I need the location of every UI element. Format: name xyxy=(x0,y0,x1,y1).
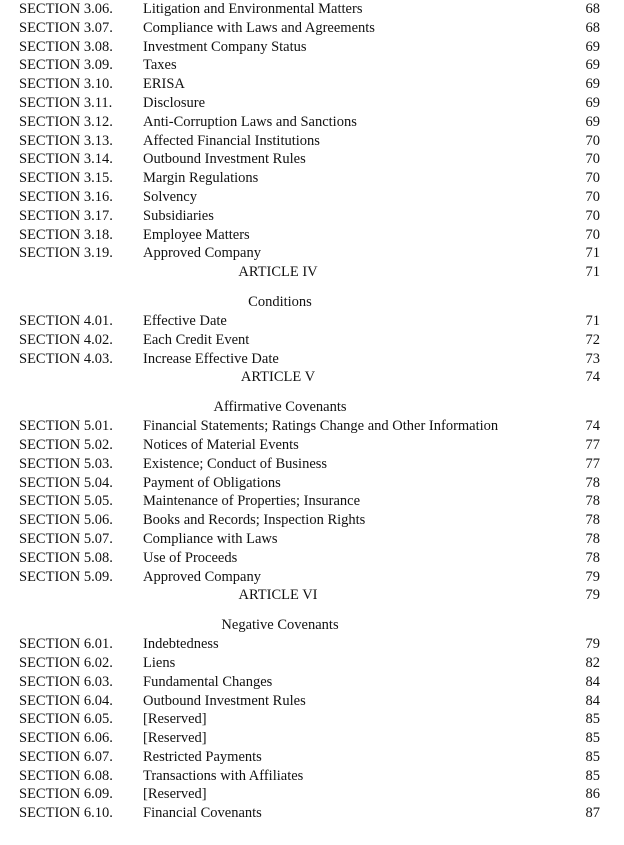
toc-entry[interactable] xyxy=(0,492,624,511)
section-title: Taxes xyxy=(143,57,177,74)
section-number: SECTION 5.06. xyxy=(19,512,113,529)
toc-entry[interactable] xyxy=(0,474,624,493)
page-number: 78 xyxy=(585,549,600,566)
section-title: Indebtedness xyxy=(143,636,219,653)
page-number: 70 xyxy=(585,132,600,149)
section-number: SECTION 3.19. xyxy=(19,245,113,262)
section-number: SECTION 5.01. xyxy=(19,418,113,435)
page-number: 79 xyxy=(585,568,600,585)
section-number: SECTION 6.09. xyxy=(19,786,113,803)
section-number: SECTION 6.10. xyxy=(19,805,113,822)
toc-entry[interactable] xyxy=(0,188,624,207)
section-number: SECTION 5.09. xyxy=(19,568,113,585)
toc-entry[interactable] xyxy=(0,549,624,568)
article-heading: Conditions xyxy=(248,293,312,310)
section-title: Litigation and Environmental Matters xyxy=(143,1,363,17)
article-heading-row xyxy=(0,605,624,635)
toc-entry[interactable] xyxy=(0,785,624,804)
toc-entry[interactable] xyxy=(0,417,624,436)
article-row[interactable] xyxy=(0,368,624,387)
section-number: SECTION 3.12. xyxy=(19,113,113,130)
article-page-number: 74 xyxy=(585,369,600,386)
section-title: Use of Proceeds xyxy=(143,549,238,566)
section-title: Employee Matters xyxy=(143,226,250,243)
page-number: 72 xyxy=(585,331,600,348)
section-number: SECTION 3.09. xyxy=(19,57,113,74)
toc-entry[interactable] xyxy=(0,19,624,38)
section-title: Approved Company xyxy=(143,245,261,262)
toc-entry[interactable] xyxy=(0,38,624,57)
section-number: SECTION 6.08. xyxy=(19,767,113,784)
toc-entry[interactable] xyxy=(0,710,624,729)
toc-entry[interactable] xyxy=(0,132,624,151)
section-title: Solvency xyxy=(143,188,197,205)
article-page-number: 79 xyxy=(585,587,600,604)
section-title: Investment Company Status xyxy=(143,38,307,55)
toc-entry[interactable] xyxy=(0,226,624,245)
toc-entry[interactable] xyxy=(0,312,624,331)
article-row[interactable] xyxy=(0,263,624,282)
page-number: 74 xyxy=(585,418,600,435)
section-title: Payment of Obligations xyxy=(143,474,281,491)
toc-entry[interactable] xyxy=(0,692,624,711)
section-number: SECTION 5.02. xyxy=(19,436,113,453)
page-number: 69 xyxy=(585,113,600,130)
page-number: 77 xyxy=(585,455,600,472)
page-number: 71 xyxy=(585,245,600,262)
section-title: Increase Effective Date xyxy=(143,350,279,367)
toc-entry[interactable] xyxy=(0,436,624,455)
article-heading-row xyxy=(0,387,624,417)
toc-entry[interactable] xyxy=(0,0,624,19)
article-heading-row xyxy=(0,282,624,312)
article-label: ARTICLE V xyxy=(240,369,316,386)
section-number: SECTION 3.17. xyxy=(19,207,113,224)
page-number: 70 xyxy=(585,207,600,224)
toc-entry[interactable] xyxy=(0,511,624,530)
page-number: 82 xyxy=(585,654,600,671)
toc-entry[interactable] xyxy=(0,94,624,113)
section-title: Compliance with Laws and Agreements xyxy=(143,19,375,36)
section-title: Effective Date xyxy=(143,312,227,329)
toc-entry[interactable] xyxy=(0,729,624,748)
section-number: SECTION 4.01. xyxy=(19,312,113,329)
section-number: SECTION 3.07. xyxy=(19,19,113,36)
section-number: SECTION 3.16. xyxy=(19,188,113,205)
article-row[interactable] xyxy=(0,586,624,605)
page-number: 69 xyxy=(585,57,600,74)
page-number: 84 xyxy=(585,692,600,709)
page-number: 87 xyxy=(585,805,600,822)
toc-entry[interactable] xyxy=(0,635,624,654)
section-number: SECTION 5.05. xyxy=(19,493,113,510)
section-number: SECTION 6.03. xyxy=(19,673,113,690)
section-number: SECTION 5.03. xyxy=(19,455,113,472)
section-number: SECTION 6.01. xyxy=(19,636,113,653)
page-number: 85 xyxy=(585,730,600,747)
page-number: 78 xyxy=(585,493,600,510)
section-number: SECTION 6.06. xyxy=(19,730,113,747)
section-title: Maintenance of Properties; Insurance xyxy=(143,493,361,510)
section-number: SECTION 3.18. xyxy=(19,226,113,243)
article-label: ARTICLE VI xyxy=(238,587,318,604)
section-number: SECTION 3.10. xyxy=(19,76,113,93)
section-number: SECTION 5.07. xyxy=(19,530,113,547)
section-title: [Reserved] xyxy=(143,786,207,803)
toc-entry[interactable] xyxy=(0,530,624,549)
section-title: [Reserved] xyxy=(143,730,207,747)
page-number: 68 xyxy=(585,19,600,36)
section-number: SECTION 3.14. xyxy=(19,151,113,168)
page-number: 85 xyxy=(585,748,600,765)
page-number: 70 xyxy=(585,170,600,187)
section-number: SECTION 4.03. xyxy=(19,350,113,367)
section-title: ERISA xyxy=(143,76,185,93)
section-title: Books and Records; Inspection Rights xyxy=(143,512,366,529)
toc-entry[interactable] xyxy=(0,568,624,587)
section-number: SECTION 6.05. xyxy=(19,711,113,728)
toc-entry[interactable] xyxy=(0,169,624,188)
section-title: Approved Company xyxy=(143,568,261,585)
section-title: Anti-Corruption Laws and Sanctions xyxy=(143,113,357,130)
article-page-number: 71 xyxy=(585,264,600,281)
section-number: SECTION 3.06. xyxy=(19,1,113,17)
page-number: 84 xyxy=(585,673,600,690)
section-number: SECTION 6.04. xyxy=(19,692,113,709)
page-number: 78 xyxy=(585,474,600,491)
article-label: ARTICLE IV xyxy=(238,264,318,281)
section-title: Liens xyxy=(143,654,176,671)
section-number: SECTION 3.11. xyxy=(19,94,113,111)
section-title: Subsidiaries xyxy=(143,207,214,224)
section-title: Financial Statements; Ratings Change and Other Information xyxy=(143,418,499,435)
toc-entry[interactable] xyxy=(0,654,624,673)
toc-entry[interactable] xyxy=(0,748,624,767)
section-number: SECTION 3.08. xyxy=(19,38,113,55)
page-number: 73 xyxy=(585,350,600,367)
section-title: Outbound Investment Rules xyxy=(143,151,306,168)
toc-entry[interactable] xyxy=(0,767,624,786)
page-number: 71 xyxy=(585,312,600,329)
section-title: Each Credit Event xyxy=(143,331,250,348)
page-number: 70 xyxy=(585,188,600,205)
section-title: Transactions with Affiliates xyxy=(143,767,304,784)
page-number: 68 xyxy=(585,1,600,17)
page-number: 69 xyxy=(585,38,600,55)
section-title: Existence; Conduct of Business xyxy=(143,455,328,472)
section-number: SECTION 3.13. xyxy=(19,132,113,149)
page-number: 85 xyxy=(585,711,600,728)
page-number: 86 xyxy=(585,786,600,803)
toc-entry[interactable] xyxy=(0,150,624,169)
section-number: SECTION 5.04. xyxy=(19,474,113,491)
section-title: Affected Financial Institutions xyxy=(143,132,320,149)
section-title: Fundamental Changes xyxy=(143,673,273,690)
section-number: SECTION 4.02. xyxy=(19,331,113,348)
page-number: 77 xyxy=(585,436,600,453)
toc-entry[interactable] xyxy=(0,455,624,474)
section-title: Financial Covenants xyxy=(143,805,262,822)
section-title: Margin Regulations xyxy=(143,170,259,187)
toc-entry[interactable] xyxy=(0,244,624,263)
page-number: 69 xyxy=(585,76,600,93)
section-title: [Reserved] xyxy=(143,711,207,728)
page-number: 69 xyxy=(585,94,600,111)
toc-entry[interactable] xyxy=(0,113,624,132)
page-number: 70 xyxy=(585,226,600,243)
toc-entry[interactable] xyxy=(0,56,624,75)
toc-entry[interactable] xyxy=(0,331,624,350)
section-number: SECTION 6.07. xyxy=(19,748,113,765)
section-title: Compliance with Laws xyxy=(143,530,278,547)
section-title: Outbound Investment Rules xyxy=(143,692,306,709)
page-number: 78 xyxy=(585,512,600,529)
page-number: 70 xyxy=(585,151,600,168)
page-number: 85 xyxy=(585,767,600,784)
section-title: Disclosure xyxy=(143,94,206,111)
section-number: SECTION 6.02. xyxy=(19,654,113,671)
page-number: 79 xyxy=(585,636,600,653)
toc-entry[interactable] xyxy=(0,804,624,823)
article-heading: Affirmative Covenants xyxy=(213,399,347,416)
toc-entry[interactable] xyxy=(0,207,624,226)
page-number: 78 xyxy=(585,530,600,547)
section-title: Notices of Material Events xyxy=(143,436,299,453)
toc-entry[interactable] xyxy=(0,673,624,692)
toc-entry[interactable] xyxy=(0,75,624,94)
section-number: SECTION 3.15. xyxy=(19,170,113,187)
article-heading: Negative Covenants xyxy=(221,617,339,634)
toc-entry[interactable] xyxy=(0,350,624,369)
section-number: SECTION 5.08. xyxy=(19,549,113,566)
section-title: Restricted Payments xyxy=(143,748,262,765)
